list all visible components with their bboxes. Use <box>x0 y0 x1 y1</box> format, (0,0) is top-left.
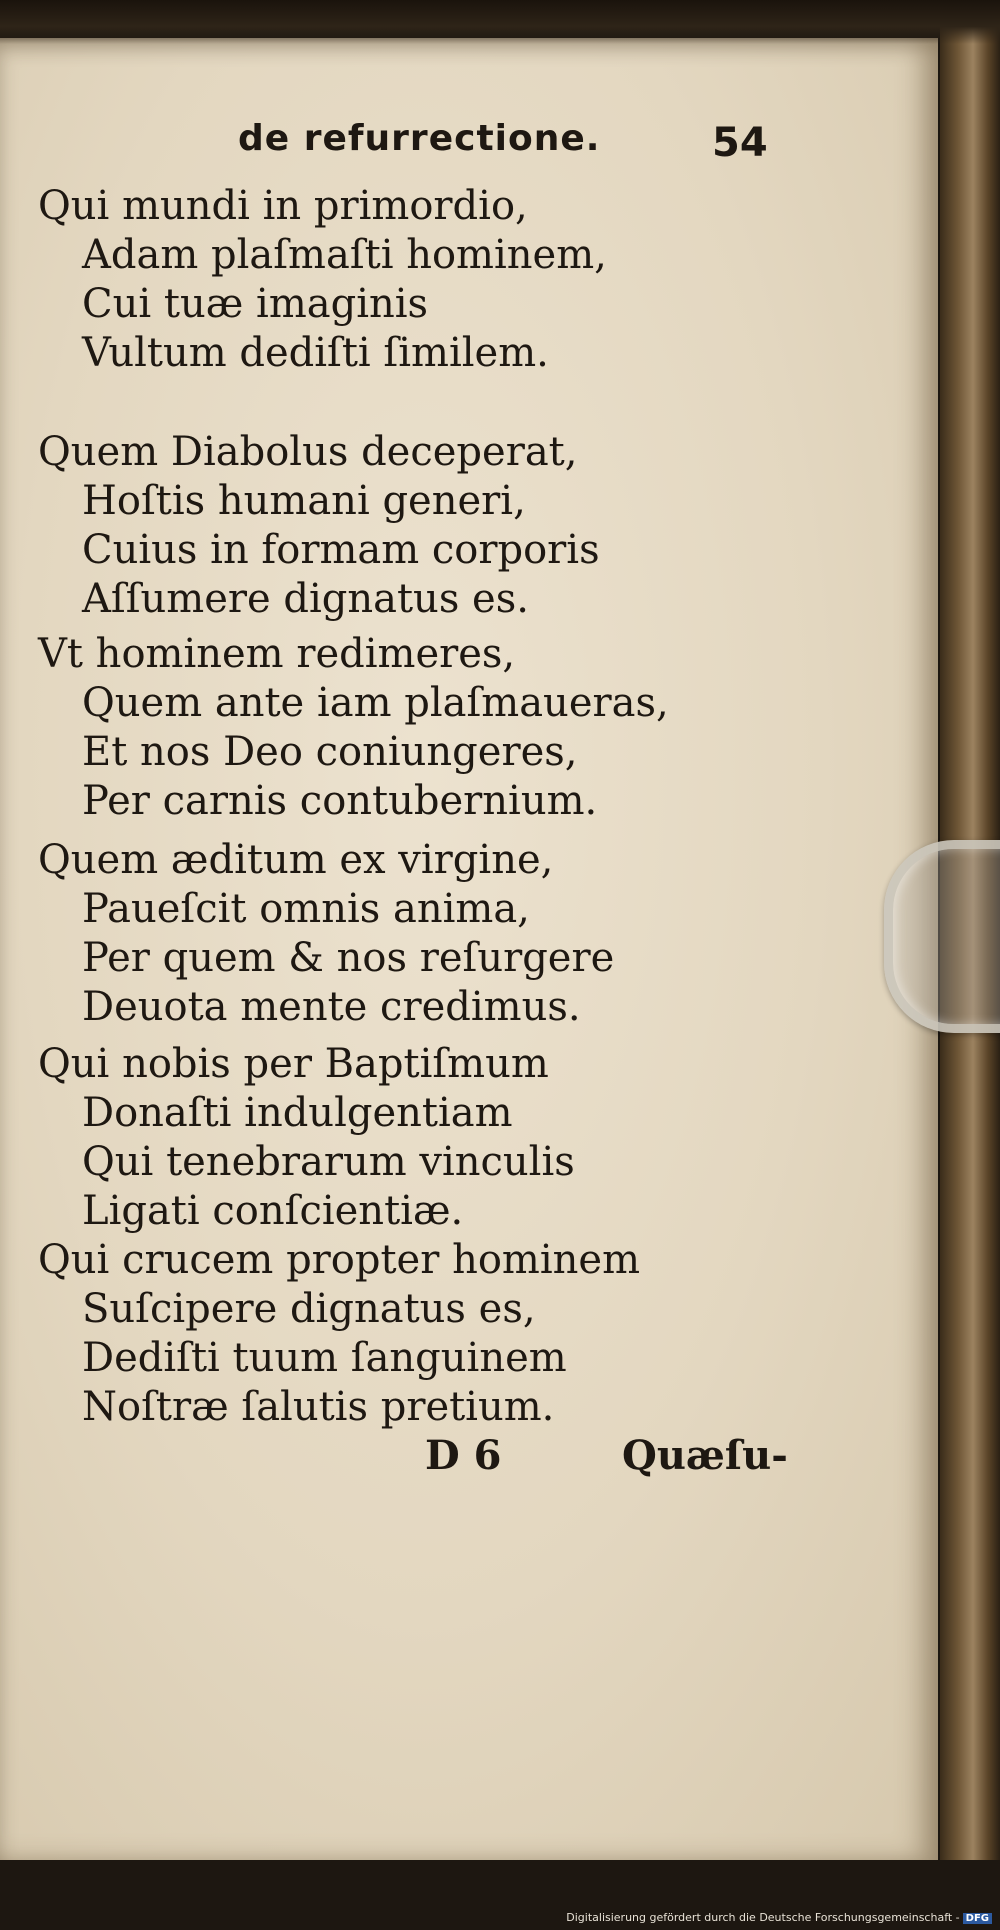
verse-line: Vultum dediſti ſimilem. <box>82 330 549 376</box>
page-number: 54 <box>712 120 768 166</box>
signature-mark: D 6 <box>425 1432 502 1479</box>
verse-line: Cuius in formam corporis <box>82 527 600 573</box>
verse-line: Noſtræ ſalutis pretium. <box>82 1384 555 1430</box>
catchword: Quæſu- <box>622 1432 788 1479</box>
stanza-3 <box>38 630 738 826</box>
stanza-5 <box>38 1040 738 1236</box>
page-clip <box>884 840 1000 1033</box>
verse-line: Quem Diabolus deceperat, <box>38 429 578 475</box>
verse-line: Adam plaſmaſti hominem, <box>82 232 607 278</box>
verse-line: Cui tuæ imaginis <box>82 281 429 327</box>
verse-line: Suſcipere dignatus es, <box>82 1286 536 1332</box>
verse-line: Dediſti tuum ſanguinem <box>82 1335 567 1381</box>
stanza-1 <box>38 182 738 378</box>
verse-line: Qui tenebrarum vinculis <box>82 1139 575 1185</box>
verse-line: Quem ante iam plaſmaueras, <box>82 680 669 726</box>
verse-line: Per carnis contubernium. <box>82 778 598 824</box>
stanza-4 <box>38 836 738 1032</box>
verse-line: Qui nobis per Baptiſmum <box>38 1041 549 1087</box>
bottom-bar <box>0 1860 1000 1930</box>
verse-line: Donaſti indulgentiam <box>82 1090 513 1136</box>
verse-line: Deuota mente credimus. <box>82 984 581 1030</box>
verse-line: Paueſcit omnis anima, <box>82 886 530 932</box>
credit-text: Digitalisierung gefördert durch die Deutsche Forschungsgemeinschaft - <box>566 1911 960 1924</box>
stanza-2 <box>38 428 738 624</box>
verse-line: Per quem & nos reſurgere <box>82 935 615 981</box>
verse-line: Hoſtis humani generi, <box>82 478 526 524</box>
dfg-logo: DFG <box>963 1913 992 1924</box>
stanza-6 <box>38 1236 738 1432</box>
verse-line: Vt hominem redimeres, <box>38 631 516 677</box>
verse-line: Quem æditum ex virgine, <box>38 837 554 883</box>
verse-line: Ligati conſcientiæ. <box>82 1188 464 1234</box>
verse-line: Et nos Deo coniungeres, <box>82 729 578 775</box>
digitization-credit <box>566 1911 992 1924</box>
verse-line: Qui mundi in primordio, <box>38 183 528 229</box>
verse-line: Aſſumere dignatus es. <box>82 576 529 622</box>
running-title: de refurrectione. <box>238 118 601 159</box>
verse-line: Qui crucem propter hominem <box>38 1237 640 1283</box>
